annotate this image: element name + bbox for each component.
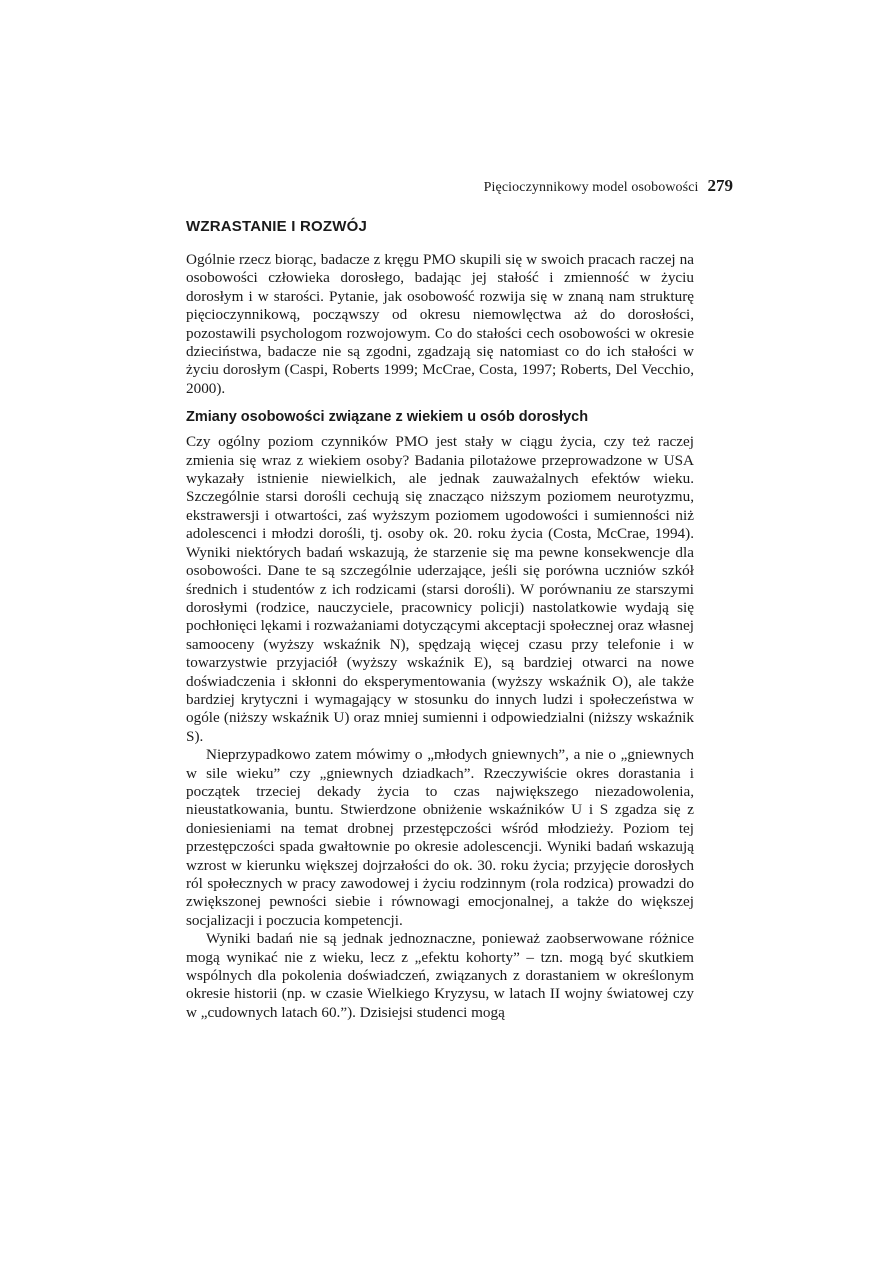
body-paragraph: Nieprzypadkowo zatem mówimy o „młodych gniewnych”, a nie o „gniewnych w sile wieku” czy „gniewnych dziadkach”. Rzeczywiście okres dorastania i początek trzeciej dekady życia to czas największego niezadowolenia, nieustatkowania, buntu. Stwierdzone obniżenie wskaźników U i S zgadza się z doniesieniami na temat drobnej przestępczości wśród młodzieży. Poziom tej przestępczości spada gwałtownie po okresie adolescencji. Wyniki badań wskazują wzrost w kierunku większej dojrzałości do ok. 30. roku życia; przyjęcie dorosłych ról społecznych w pracy zawodowej i życiu rodzinnym (rola rodzica) prowadzi do zwiększonej pewności siebie i równowagi emocjonalnej, a także do większej socjalizacji i poczucia kompetencji. <box>186 746 694 929</box>
page-content <box>186 218 694 1022</box>
running-header <box>484 176 733 196</box>
subsection-heading: Zmiany osobowości związane z wiekiem u osób dorosłych <box>186 409 589 426</box>
body-paragraph: Czy ogólny poziom czynników PMO jest stały w ciągu życia, czy też raczej zmienia się wraz z wiekiem osoby? Badania pilotażowe przeprowadzone w USA wykazały istnienie niewielkich, ale jednak zauważalnych efektów wieku. Szczególnie starsi dorośli cechują się znacząco niższym poziomem neurotyzmu, ekstrawersji i otwartości, zaś wyższym poziomem ugodowości i sumienności niż adolescenci i młodzi dorośli, tj. osoby ok. 20. roku życia (Costa, McCrae, 1994). Wyniki niektórych badań wskazują, że starzenie się ma pewne konsekwencje dla osobowości. Dane te są szczególnie uderzające, jeśli się porówna uczniów szkół średnich i studentów z ich rodzicami (starsi dorośli). W porównaniu ze starszymi dorosłymi (rodzice, nauczyciele, pracownicy policji) nastolatkowie wydają się pochłonięci lękami i rozważaniami dotyczącymi akceptacji społecznej oraz własnej samooceny (wyższy wskaźnik N), spędzają więcej czasu przy telefonie i w towarzystwie przyjaciół (wyższy wskaźnik E), są bardziej otwarci na nowe doświadczenia i skłonni do eksperymentowania (wyższy wskaźnik O), ale także bardziej krytyczni i wymagający w stosunku do innych ludzi i społeczeństwa w ogóle (niższy wskaźnik U) oraz mniej sumienni i odpowiedzialni (niższy wskaźnik S). <box>186 433 694 745</box>
body-paragraph: Wyniki badań nie są jednak jednoznaczne, ponieważ zaobserwowane różnice mogą wynikać nie z wieku, lecz z „efektu kohorty” – tzn. mogą być skutkiem wspólnych dla pokolenia doświadczeń, związanych z dorastaniem w określonym okresie historii (np. w czasie Wielkiego Kryzysu, w latach II wojny światowej czy w „cudownych latach 60.”). Dzisiejsi studenci mogą <box>186 930 694 1021</box>
page-number: 279 <box>707 176 733 195</box>
running-title: Pięcioczynnikowy model osobowości <box>483 180 699 195</box>
section-paragraph: Ogólnie rzecz biorąc, badacze z kręgu PMO skupili się w swoich pracach raczej na osobowości człowieka dorosłego, badając jej stałość i zmienność w życiu dorosłym i w starości. Pytanie, jak osobowość rozwija się w znaną nam strukturę pięcioczynnikową, począwszy od okresu niemowlęctwa aż do dorosłości, pozostawili psychologom rozwojowym. Co do stałości cech osobowości w okresie dzieciństwa, badacze nie są zgodni, zgadzają się natomiast co do ich stałości w życiu dorosłym (Caspi, Roberts 1999; McCrae, Costa, 1997; Roberts, Del Vecchio, 2000). <box>186 251 694 397</box>
section-heading: WZRASTANIE I ROZWÓJ <box>186 218 368 235</box>
